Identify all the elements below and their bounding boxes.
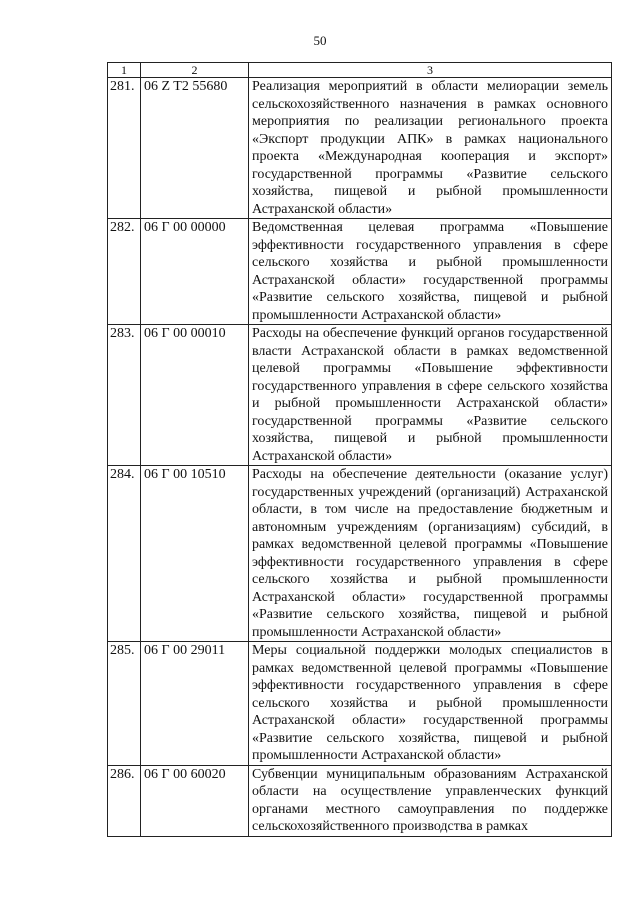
column-header-number: 1 [108,63,141,78]
budget-classification-table [107,62,612,837]
column-header-code: 2 [141,63,249,78]
row-description: Ведомственная целевая программа «Повышение эффективности государственного управления в сфере сельского хозяйства и рыбной промышленности Астраханской области» государственной программы «Развитие сельского хозяйства, пищевой и рыбной промышленности Астраханской области» [249,219,612,325]
table-row [108,78,612,219]
table-header-row [108,63,612,78]
row-code: 06 Г 00 29011 [141,642,249,766]
table-row [108,219,612,325]
row-number: 282. [108,219,141,325]
row-code: 06 Z T2 55680 [141,78,249,219]
row-description: Меры социальной поддержки молодых специалистов в рамках ведомственной целевой программы «Повышение эффективности государственного управления в сфере сельского хозяйства и рыбной промышленности Астраханской области» государственной программы «Развитие сельского хозяйства, пищевой и рыбной промышленности Астраханской области» [249,642,612,766]
row-description: Расходы на обеспечение деятельности (оказание услуг) государственных учреждений (организаций) Астраханской области, в том числе на предоставление бюджетным и автономным учреждениям (организациям) субсидий, в рамках ведомственной целевой программы «Повышение эффективности государственного управления в сфере сельского хозяйства и рыбной промышленности Астраханской области» государственной программы «Развитие сельского хозяйства, пищевой и рыбной промышленности Астраханской области» [249,466,612,642]
row-description: Реализация мероприятий в области мелиорации земель сельскохозяйственного назначения в рамках основного мероприятия по реализации регионального проекта «Экспорт продукции АПК» в рамках национального проекта «Международная кооперация и экспорт» государственной программы «Развитие сельского хозяйства, пищевой и рыбной промышленности Астраханской области» [249,78,612,219]
page-number: 50 [313,33,327,48]
row-number: 284. [108,466,141,642]
row-number: 281. [108,78,141,219]
table-row [108,466,612,642]
row-number: 285. [108,642,141,766]
column-header-description: 3 [249,63,612,78]
row-number: 283. [108,325,141,466]
table-row [108,325,612,466]
row-code: 06 Г 00 60020 [141,765,249,836]
row-code: 06 Г 00 00000 [141,219,249,325]
row-description: Субвенции муниципальным образованиям Астраханской области на осуществление управленческих функций органами местного самоуправления по поддержке сельскохозяйственного производства в рамках [249,765,612,836]
row-code: 06 Г 00 10510 [141,466,249,642]
row-code: 06 Г 00 00010 [141,325,249,466]
row-description: Расходы на обеспечение функций органов государственной власти Астраханской области в рамках ведомственной целевой программы «Повышение эффективности государственного управления в сфере сельского хозяйства и рыбной промышленности Астраханской области» государственной программы «Развитие сельского хозяйства, пищевой и рыбной промышленности Астраханской области» [249,325,612,466]
table-row [108,642,612,766]
row-number: 286. [108,765,141,836]
table-row [108,765,612,836]
